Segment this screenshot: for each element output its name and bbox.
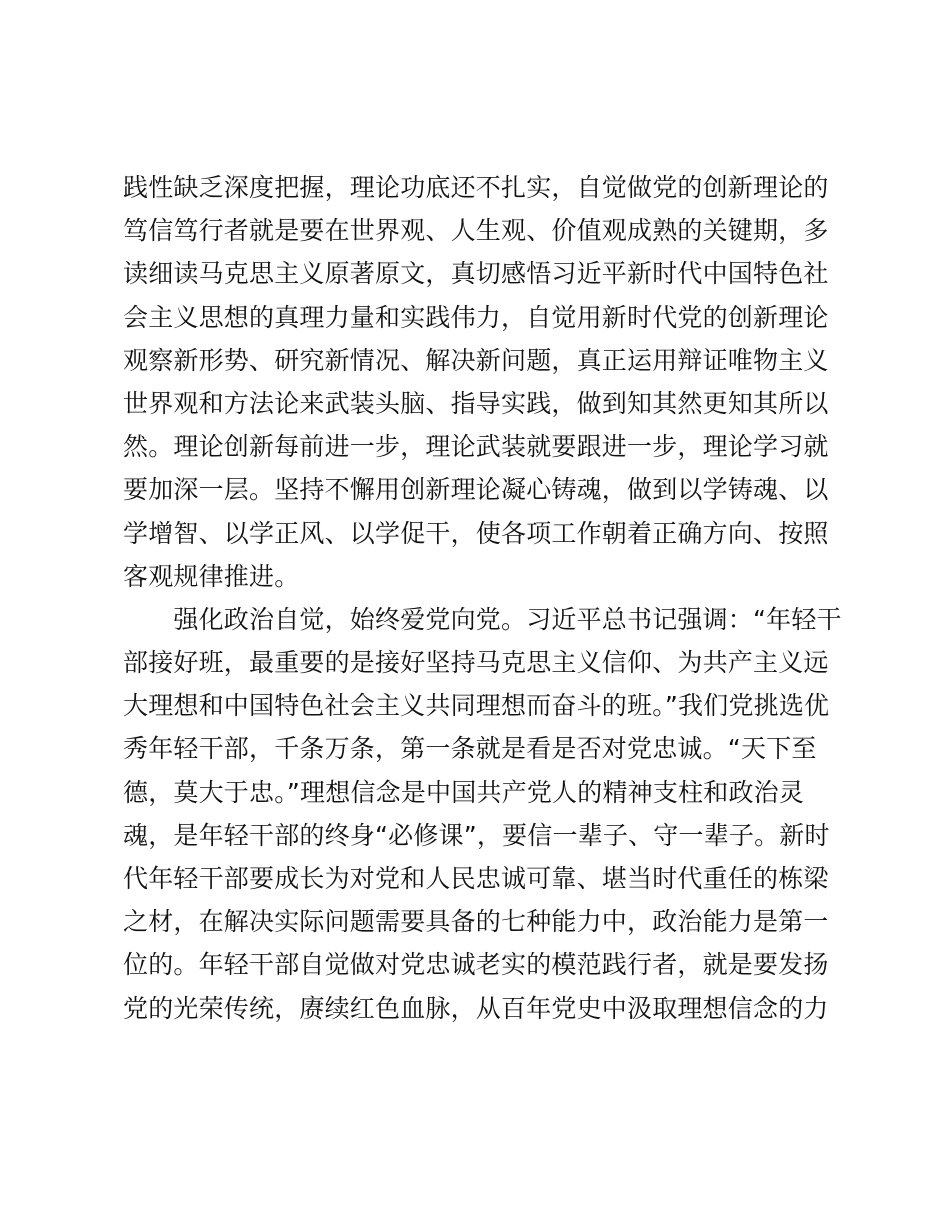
text-line: 读细读马克思主义原著原文，真切感悟习近平新时代中国特色社 xyxy=(123,259,829,289)
text-line: 会主义思想的真理力量和实践伟力，自觉用新时代党的创新理论 xyxy=(123,302,829,332)
text-line: 部接好班，最重要的是接好坚持马克思主义信仰、为共产主义远 xyxy=(123,648,829,678)
text-line: 位的。年轻干部自觉做对党忠诚老实的模范践行者，就是要发扬 xyxy=(123,950,829,980)
text-line: 强化政治自觉，始终爱党向党。习近平总书记强调：“年轻干 xyxy=(123,604,842,634)
text-line: 代年轻干部要成长为对党和人民忠诚可靠、堪当时代重任的栋梁 xyxy=(123,864,829,893)
text-line: 要加深一层。坚持不懈用创新理论凝心铸魂，做到以学铸魂、以 xyxy=(123,475,829,505)
text-line: 笃信笃行者就是要在世界观、人生观、价值观成熟的关键期，多 xyxy=(123,216,829,246)
text-line: 大理想和中国特色社会主义共同理想而奋斗的班。”我们党挑选优 xyxy=(123,691,830,721)
text-line: 之材，在解决实际问题需要具备的七种能力中，政治能力是第一 xyxy=(123,907,829,937)
text-line: 党的光荣传统，赓续红色血脉，从百年党史中汲取理想信念的力 xyxy=(123,993,829,1023)
text-line: 学增智、以学正风、以学促干，使各项工作朝着正确方向、按照 xyxy=(123,518,829,548)
text-line: 德，莫大于忠。”理想信念是中国共产党人的精神支柱和政治灵 xyxy=(123,777,805,807)
text-line: 践性缺乏深度把握，理论功底还不扎实，自觉做党的创新理论的 xyxy=(123,173,829,202)
text-line: 秀年轻干部，千条万条，第一条就是看是否对党忠诚。“天下至 xyxy=(123,734,817,764)
text-line: 然。理论创新每前进一步，理论武装就要跟进一步，理论学习就 xyxy=(123,432,829,462)
text-line: 魂，是年轻干部的终身“必修课”，要信一辈子、守一辈子。新时 xyxy=(123,820,830,850)
text-line: 客观规律推进。 xyxy=(123,561,300,591)
text-line: 观察新形势、研究新情况、解决新问题，真正运用辩证唯物主义 xyxy=(123,345,829,375)
text-line: 世界观和方法论来武装头脑、指导实践，做到知其然更知其所以 xyxy=(123,388,829,418)
body-text xyxy=(123,166,843,1030)
